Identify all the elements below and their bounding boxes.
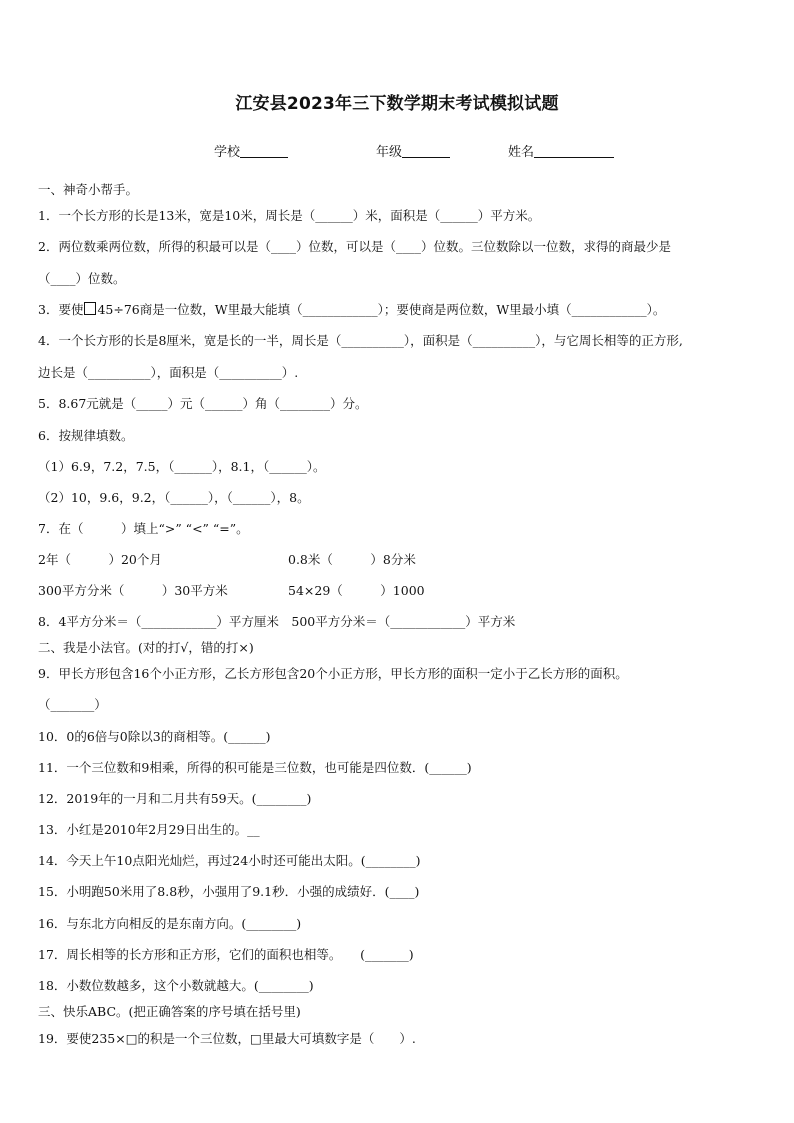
grade-field xyxy=(376,141,450,160)
page-title: 江安县2023年三下数学期末考试模拟试题 xyxy=(235,94,559,114)
question-3-rest: 45÷76商是一位数，W里最大能填（____________）；要使商是两位数，W里最小填（____________）。 xyxy=(97,302,666,317)
question-10: 10．0的6倍与0除以3的商相等。(______) xyxy=(38,729,271,744)
question-7-item-a: 2年（ ）20个月 xyxy=(38,552,162,567)
question-9-answer: （_______） xyxy=(38,697,107,712)
grade-blank[interactable] xyxy=(402,144,450,158)
question-7-item-d: 54×29（ ）1000 xyxy=(288,583,425,598)
question-12: 12．2019年的一月和二月共有59天。(________) xyxy=(38,791,312,806)
question-9: 9．甲长方形包含16个小正方形，乙长方形包含20个小正方形，甲长方形的面积一定小于乙长方形的面积。 xyxy=(38,666,628,681)
question-16: 16．与东北方向相反的是东南方向。(________) xyxy=(38,916,302,931)
question-4-cont: 边长是（__________），面积是（__________）. xyxy=(38,365,299,380)
section-heading-3: 三、快乐ABC。(把正确答案的序号填在括号里) xyxy=(38,1004,301,1019)
name-label: 姓名 xyxy=(508,145,535,160)
school-field xyxy=(214,141,288,160)
name-field xyxy=(508,141,614,160)
grade-label: 年级 xyxy=(376,145,403,160)
question-2-cont: （____）位数。 xyxy=(38,271,126,286)
school-blank[interactable] xyxy=(240,144,288,158)
question-6: 6．按规律填数。 xyxy=(38,428,134,443)
question-19: 19．要使235×□的积是一个三位数，□里最大可填数字是（ ）. xyxy=(38,1031,416,1046)
question-8: 8．4平方分米＝（____________）平方厘米 500平方分米＝（____________）平方米 xyxy=(38,614,516,629)
question-7: 7．在（ ）填上“>” “<” “=”。 xyxy=(38,521,249,536)
question-7-item-b: 0.8米（ ）8分米 xyxy=(288,552,416,567)
question-6-part-2: （2）10，9.6，9.2，（______），（______），8。 xyxy=(38,490,310,505)
question-11: 11．一个三位数和9相乘，所得的积可能是三位数，也可能是四位数．(______) xyxy=(38,760,472,775)
question-2: 2．两位数乘两位数，所得的积最可以是（____）位数，可以是（____）位数。三位数除以一位数，求得的商最少是 xyxy=(38,239,671,254)
question-18: 18．小数位数越多，这个小数就越大。(________) xyxy=(38,978,314,993)
question-14: 14．今天上午10点阳光灿烂，再过24小时还可能出太阳。(________) xyxy=(38,853,421,868)
name-blank[interactable] xyxy=(534,144,614,158)
question-15: 15．小明跑50米用了8.8秒，小强用了9.1秒．小强的成绩好．(____) xyxy=(38,884,420,899)
section-heading-1: 一、神奇小帮手。 xyxy=(38,182,139,197)
question-17: 17．周长相等的长方形和正方形，它们的面积也相等。 (_______) xyxy=(38,947,414,962)
section-heading-2: 二、我是小法官。(对的打√，错的打×) xyxy=(38,640,254,655)
question-1: 1．一个长方形的长是13米，宽是10米，周长是（______）米，面积是（______）平方米。 xyxy=(38,208,541,223)
question-6-part-1: （1）6.9，7.2，7.5，（______），8.1，（______）。 xyxy=(38,459,326,474)
question-3 xyxy=(38,302,665,318)
question-4: 4．一个长方形的长是8厘米，宽是长的一半，周长是（__________），面积是（__________），与它周长相等的正方形, xyxy=(38,333,683,348)
school-label: 学校 xyxy=(214,145,241,160)
question-7-item-c: 300平方分米（ ）30平方米 xyxy=(38,583,228,598)
empty-square-icon xyxy=(84,302,96,315)
question-5: 5．8.67元就是（_____）元（______）角（________）分。 xyxy=(38,396,368,411)
question-3-prefix: 3．要使 xyxy=(38,302,84,317)
question-13: 13．小红是2010年2月29日出生的。__ xyxy=(38,822,260,837)
